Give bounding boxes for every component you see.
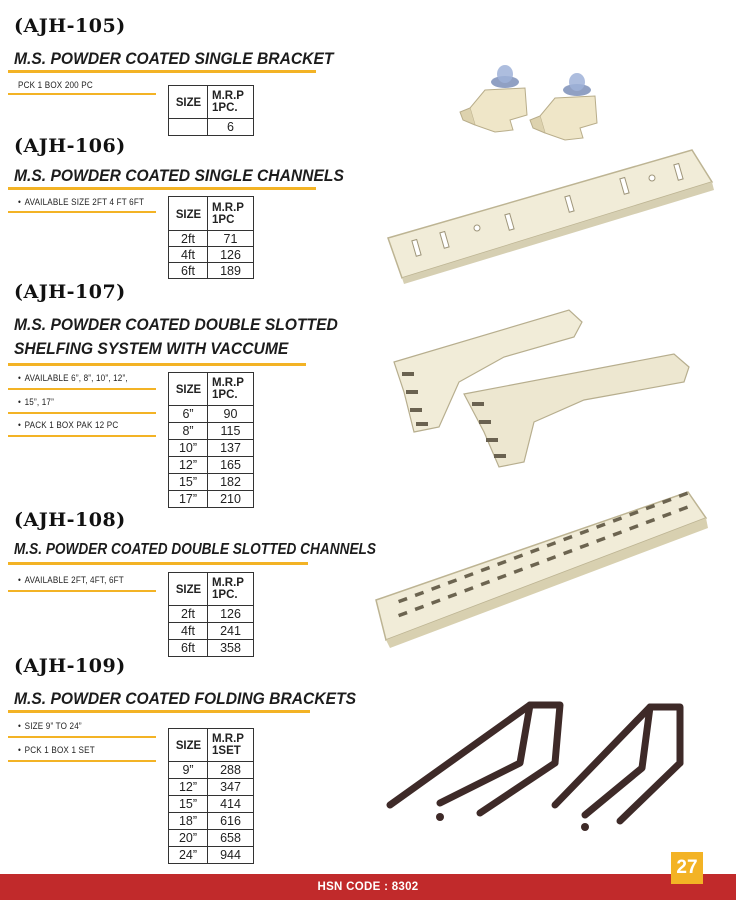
single-channel-image [382,146,722,286]
size-cell: 6” [169,406,208,423]
table-row [169,474,254,491]
table-row [169,423,254,440]
size-header: SIZE [169,729,206,762]
mrp-cell: 347 [208,779,254,796]
mrp-cell: 616 [208,813,254,830]
mrp-cell: 358 [208,640,254,657]
product-title-ajh-107 [14,313,345,361]
table-row [169,231,254,247]
size-cell: 17” [169,491,208,508]
table-row [169,406,254,423]
size-cell: 18” [169,813,208,830]
size-cell: 2ft [169,606,208,623]
product-note: • AVAILABLE 6”, 8”, 10”, 12”, [18,373,128,383]
double-slotted-bracket-image [384,302,704,477]
size-header: SIZE [169,373,206,406]
mrp-header-line2: 1PC. [212,102,238,114]
folding-bracket-left [390,705,560,813]
price-table-ajh-109 [168,728,254,864]
size-cell: 6ft [169,640,208,657]
size-cell: 6ft [169,263,208,279]
mrp-cell: 944 [208,847,254,864]
size-cell: 9” [169,762,208,779]
mrp-cell: 126 [208,606,254,623]
size-cell: 4ft [169,623,208,640]
product-note: • PACK 1 BOX PAK 12 PC [18,420,118,430]
product-code-ajh-109: (AJH-109) [14,655,126,677]
mrp-header-line1: M.R.P [212,577,244,589]
mrp-cell: 658 [208,830,254,847]
size-cell: 8” [169,423,208,440]
price-table-ajh-107 [168,372,254,508]
mrp-header [208,573,254,606]
size-cell [169,119,208,136]
product-title-ajh-106: M.S. POWDER COATED SINGLE CHANNELS [14,166,344,185]
mrp-header-line1: M.R.P [212,733,244,745]
folding-brackets-image [380,693,700,843]
mrp-cell: 189 [208,263,254,279]
size-header: SIZE [169,86,206,119]
mrp-header-line1: M.R.P [212,377,244,389]
mrp-cell: 414 [208,796,254,813]
mrp-cell: 288 [208,762,254,779]
mrp-header [208,86,254,119]
size-cell: 20” [169,830,208,847]
size-cell: 2ft [169,231,208,247]
table-row [169,779,254,796]
product-title-ajh-109: M.S. POWDER COATED FOLDING BRACKETS [14,689,357,708]
size-cell: 12” [169,457,208,474]
size-header: SIZE [169,573,206,606]
mrp-header [208,373,254,406]
price-table-ajh-108 [168,572,254,657]
mrp-header [208,197,254,231]
product-title-line1: M.S. POWDER COATED DOUBLE SLOTTED [14,315,338,334]
product-note: • PCK 1 BOX 1 SET [18,745,95,755]
product-note: PCK 1 BOX 200 PC [18,80,93,90]
mrp-cell: 241 [208,623,254,640]
product-code-ajh-108: (AJH-108) [14,509,126,531]
size-cell: 15” [169,474,208,491]
table-row [169,247,254,263]
size-cell: 24” [169,847,208,864]
section-divider [8,187,316,190]
table-row [169,830,254,847]
mrp-cell: 182 [208,474,254,491]
single-bracket-right [530,73,597,140]
note-divider [8,388,156,390]
section-divider [8,70,316,73]
double-slotted-channel-image [368,488,713,653]
note-divider [8,412,156,414]
mrp-cell: 115 [208,423,254,440]
table-row [169,623,254,640]
table-row [169,440,254,457]
folding-bracket-right [555,707,680,821]
product-code-ajh-105: (AJH-105) [14,15,126,37]
mrp-header [208,729,254,762]
table-row [169,847,254,864]
product-note: • 15”, 17” [18,397,54,407]
product-code-ajh-107: (AJH-107) [14,281,126,303]
table-row [169,796,254,813]
product-title-ajh-105: M.S. POWDER COATED SINGLE BRACKET [14,49,334,68]
table-row [169,491,254,508]
section-divider [8,710,310,713]
table-row [169,762,254,779]
size-cell: 15” [169,796,208,813]
price-table-ajh-106 [168,196,254,279]
mrp-cell: 210 [208,491,254,508]
single-bracket-image [455,60,625,160]
section-divider [8,363,306,366]
mrp-cell: 71 [208,231,254,247]
product-code-ajh-106: (AJH-106) [14,135,126,157]
single-bracket-left [460,65,527,132]
product-note: • SIZE 9” TO 24” [18,721,82,731]
price-table-ajh-105 [168,85,254,136]
note-divider [8,736,156,738]
table-row [169,813,254,830]
product-title-ajh-108: M.S. POWDER COATED DOUBLE SLOTTED CHANNELS [14,541,376,558]
mrp-header-line2: 1SET [212,745,241,757]
page-number: 27 [671,852,703,884]
section-divider [8,562,308,565]
mrp-cell: 165 [208,457,254,474]
note-divider [8,93,156,95]
size-cell: 10” [169,440,208,457]
mrp-cell: 90 [208,406,254,423]
mrp-cell: 137 [208,440,254,457]
mrp-header-line1: M.R.P [212,90,244,102]
size-cell: 4ft [169,247,208,263]
bracket-arm-right [464,354,689,467]
product-note: • AVAILABLE 2FT, 4FT, 6FT [18,575,124,585]
hsn-code: HSN CODE : 8302 [317,881,419,893]
note-divider [8,211,156,213]
mrp-cell: 6 [208,119,254,136]
product-title-line2: SHELFING SYSTEM WITH VACCUME [14,339,289,358]
mrp-header-line1: M.R.P [212,201,244,214]
size-header: SIZE [169,197,206,231]
note-divider [8,760,156,762]
table-row [169,263,254,279]
note-divider [8,590,156,592]
mrp-header-line2: 1PC [212,213,235,226]
mrp-header-line2: 1PC. [212,389,238,401]
table-row [169,640,254,657]
product-note: • AVAILABLE SIZE 2FT 4 FT 6FT [18,197,144,207]
size-cell: 12” [169,779,208,796]
table-row [169,606,254,623]
note-divider [8,435,156,437]
mrp-cell: 126 [208,247,254,263]
mrp-header-line2: 1PC. [212,589,238,601]
table-row [169,457,254,474]
table-row [169,119,254,136]
